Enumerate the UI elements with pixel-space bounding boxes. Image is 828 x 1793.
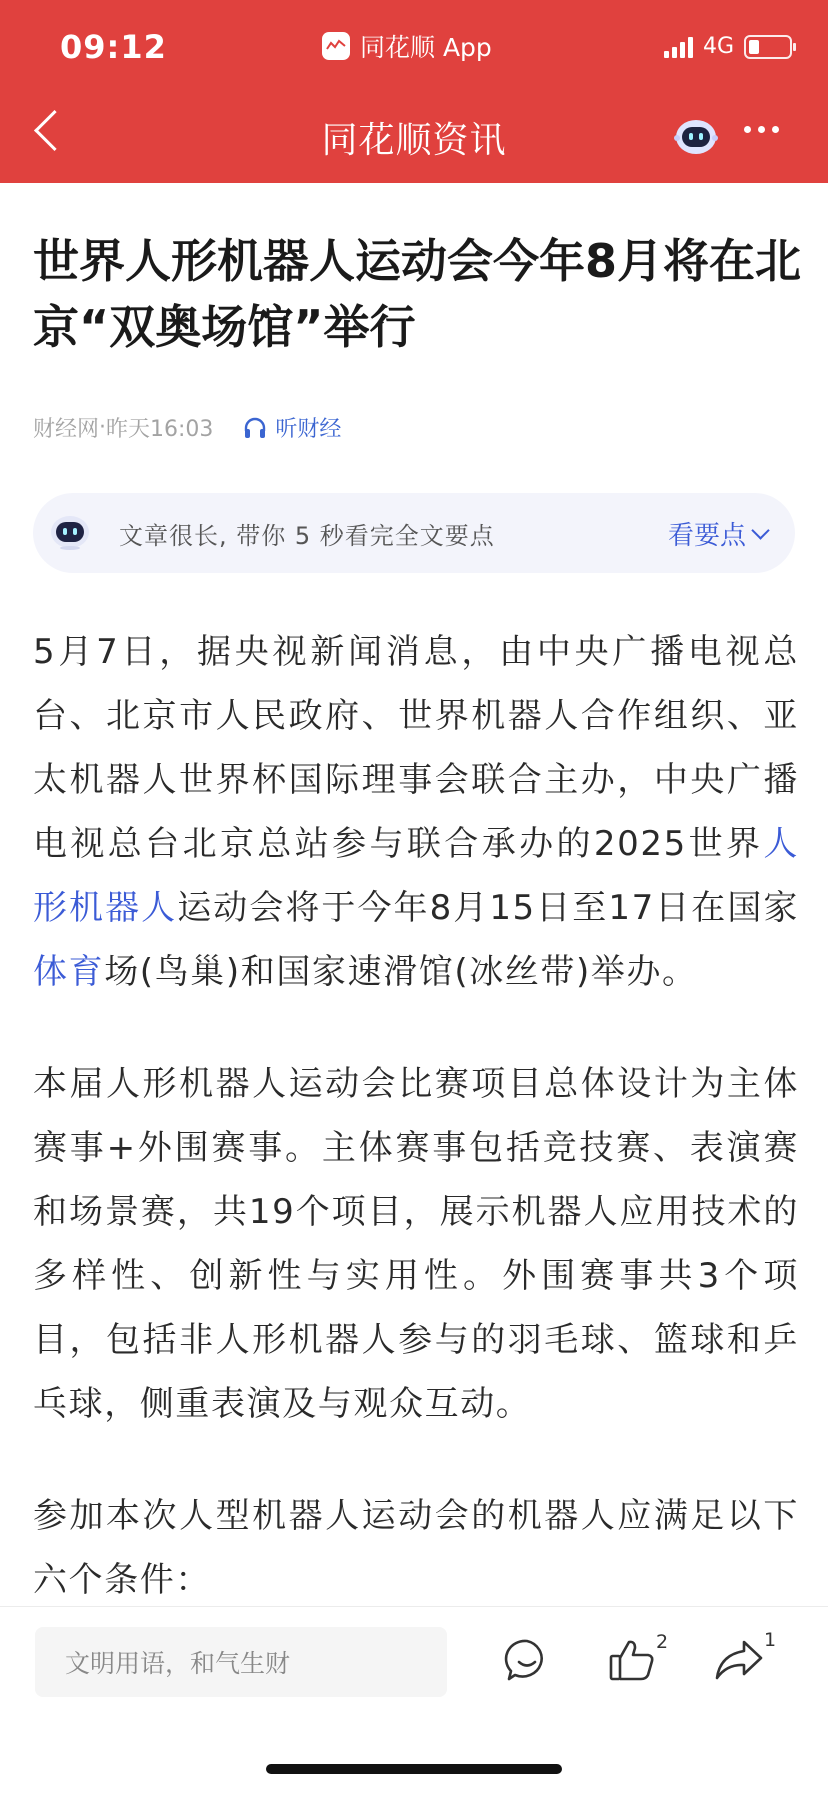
status-app-name: 同花顺 App — [360, 33, 492, 62]
summary-banner[interactable] — [33, 493, 795, 573]
article-paragraph-1 — [33, 620, 799, 1004]
article-paragraph-3: 参加本次人型机器人运动会的机器人应满足以下六个条件： — [33, 1496, 799, 1600]
chevron-down-icon — [751, 521, 769, 539]
keyword-link-sports[interactable]: 体育 — [33, 952, 105, 992]
paragraph-1-text-a: 5月7日，据央视新闻消息，由中央广播电视总台、北京市人民政府、世界机器人合作组织、亚太机器人世界杯国际理事会联合主办，中央广播电视总台北京总站参与联合承办的2025世界 — [33, 632, 799, 864]
paragraph-1-text-b: 运动会将于今年8月15日至17日在国家 — [177, 888, 800, 928]
status-app-indicator — [322, 28, 492, 64]
status-right — [664, 34, 792, 59]
network-label: 4G — [702, 34, 734, 59]
app-header — [0, 0, 828, 183]
share-count: 1 — [764, 1629, 777, 1651]
status-time: 09:12 — [60, 28, 167, 66]
more-icon[interactable] — [744, 126, 779, 133]
comment-icon[interactable] — [504, 1637, 550, 1687]
article-source: 财经网 — [33, 417, 100, 442]
comment-placeholder: 文明用语，和气生财 — [65, 1649, 291, 1678]
like-count: 2 — [656, 1631, 669, 1653]
share-icon[interactable] — [714, 1637, 764, 1687]
view-key-points-link[interactable] — [668, 515, 767, 552]
headphones-icon — [243, 417, 267, 439]
page-title: 同花顺资讯 — [321, 120, 507, 161]
article-meta — [33, 412, 341, 443]
view-key-points-label: 看要点 — [667, 520, 746, 551]
article-paragraph-2: 本届人形机器人运动会比赛项目总体设计为主体赛事+外围赛事。主体赛事包括竞技赛、表演赛和场景赛，共19个项目，展示机器人应用技术的多样性、创新性与实用性。外围赛事共3个项目，包括非人形机器人参与的羽毛球、篮球和乒乓球，侧重表演及与观众互动。 — [33, 1064, 799, 1424]
listen-label: 听财经 — [275, 417, 342, 442]
article-time: 昨天16:03 — [106, 417, 214, 442]
home-indicator[interactable] — [266, 1764, 562, 1774]
meta-separator: · — [99, 415, 107, 440]
ai-robot-icon — [49, 511, 91, 555]
comment-input[interactable] — [35, 1627, 447, 1697]
like-icon[interactable] — [608, 1637, 656, 1687]
article-title: 世界人形机器人运动会今年8月将在北京“双奥场馆”举行 — [33, 234, 802, 354]
app-logo-icon — [322, 32, 350, 60]
battery-icon — [744, 35, 792, 59]
paragraph-1-text-c: 场(鸟巢)和国家速滑馆(冰丝带)举办。 — [104, 952, 698, 992]
listen-button[interactable] — [243, 412, 341, 443]
keyword-link-humanoid-robot[interactable]: 人形机器人 — [33, 824, 799, 928]
summary-text: 文章很长, 带你 5 秒看完全文要点 — [119, 521, 495, 550]
robot-icon[interactable] — [673, 114, 719, 160]
signal-icon — [664, 36, 693, 58]
